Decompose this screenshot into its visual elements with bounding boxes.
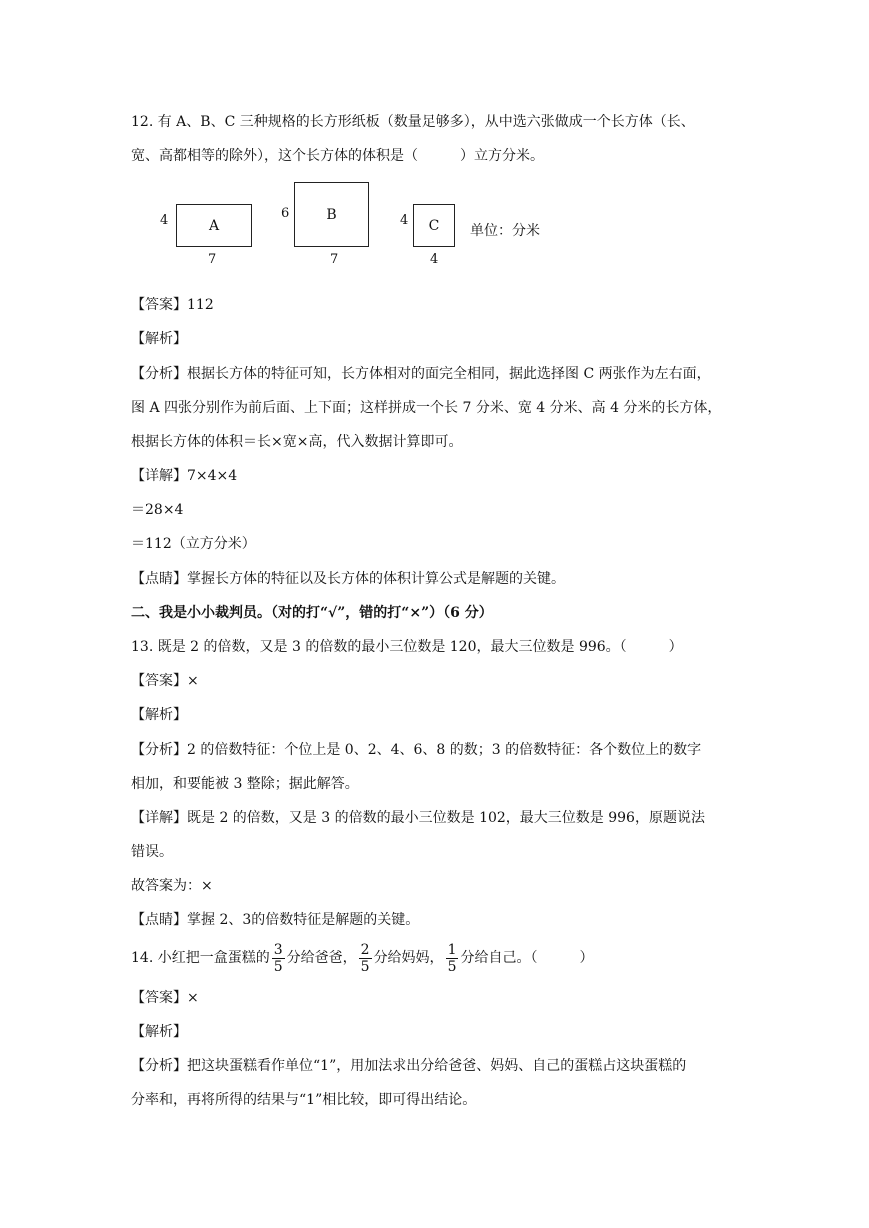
q13-fenxi-1: 【分析】2 的倍数特征：个位上是 0、2、4、6、8 的数；3 的倍数特征：各个数位上的数字 — [131, 742, 702, 758]
box-b — [294, 182, 369, 247]
q12-figure — [160, 178, 580, 274]
q12-fenxi-2: 图 A 四张分别作为前后面、上下面；这样拼成一个长 7 分米、宽 4 分米、高 4 分米的长方体， — [131, 400, 722, 416]
box-c — [413, 204, 455, 247]
q13-question: 13. 既是 2 的倍数，又是 3 的倍数的最小三位数是 120，最大三位数是 996。（ ） — [131, 639, 683, 655]
q13-guda: 故答案为：× — [131, 878, 213, 894]
fraction-three-fifths — [272, 942, 285, 975]
fraction-1-numerator: 3 — [273, 941, 283, 958]
q13-fenxi-2: 相加，和要能被 3 整除；据此解答。 — [131, 776, 359, 792]
box-c-height: 4 — [400, 213, 409, 228]
q12-xiangjie-3: ＝112（立方分米） — [131, 536, 256, 552]
fraction-one-fifth — [446, 942, 459, 975]
box-a-label: A — [208, 217, 220, 234]
box-b-label: B — [326, 206, 337, 223]
q14-answer: 【答案】× — [131, 990, 199, 1006]
fraction-2-denominator: 5 — [360, 958, 370, 975]
box-a-width: 7 — [208, 252, 217, 267]
section-heading: 二、我是小小裁判员。（对的打“√”，错的打“×”）（6 分） — [131, 605, 493, 621]
box-c-label: C — [428, 217, 440, 234]
q14-fenxi-2: 分率和，再将所得的结果与“1”相比较，即可得出结论。 — [131, 1092, 477, 1108]
fraction-1-denominator: 5 — [273, 958, 283, 975]
unit-label: 单位：分米 — [470, 223, 540, 239]
q12-line2: 宽、高都相等的除外），这个长方体的体积是（ ）立方分米。 — [131, 148, 544, 164]
box-a — [176, 204, 252, 247]
q12-fenxi-1: 【分析】根据长方体的特征可知，长方体相对的面完全相同，据此选择图 C 两张作为左右面， — [131, 366, 711, 382]
box-a-height: 4 — [160, 213, 169, 228]
box-b-width: 7 — [330, 252, 339, 267]
q13-dianjing: 【点睛】掌握 2、3的倍数特征是解题的关键。 — [131, 912, 420, 928]
fraction-two-fifths — [359, 942, 372, 975]
q13-xiangjie-2: 错误。 — [131, 844, 173, 860]
q13-jiexi: 【解析】 — [131, 707, 187, 723]
q14-part1: 分给爸爸， — [286, 950, 357, 966]
q14-part3: 分给自己。（ ） — [460, 950, 594, 966]
q14-prefix: 14. 小红把一盒蛋糕的 — [131, 950, 270, 966]
fraction-3-numerator: 1 — [447, 941, 457, 958]
q13-answer: 【答案】× — [131, 673, 199, 689]
q12-xiangjie-2: ＝28×4 — [131, 502, 184, 518]
q14-question — [131, 940, 741, 976]
q13-xiangjie-1: 【详解】既是 2 的倍数，又是 3 的倍数的最小三位数是 102，最大三位数是 996，原题说法 — [131, 810, 705, 826]
fraction-2-numerator: 2 — [360, 941, 370, 958]
q12-fenxi-3: 根据长方体的体积＝长×宽×高，代入数据计算即可。 — [131, 434, 463, 450]
q12-dianjing: 【点睛】掌握长方体的特征以及长方体的体积计算公式是解题的关键。 — [131, 571, 565, 587]
q14-fenxi-1: 【分析】把这块蛋糕看作单位“1”，用加法求出分给爸爸、妈妈、自己的蛋糕占这块蛋糕的 — [131, 1058, 687, 1074]
q12-xiangjie-1: 【详解】7×4×4 — [131, 468, 238, 484]
q12-answer: 【答案】112 — [131, 297, 214, 313]
q14-jiexi: 【解析】 — [131, 1024, 187, 1040]
q14-part2: 分给妈妈， — [373, 950, 444, 966]
fraction-3-denominator: 5 — [447, 958, 457, 975]
box-b-height: 6 — [281, 206, 290, 221]
q12-line1: 12. 有 A、B、C 三种规格的长方形纸板（数量足够多），从中选六张做成一个长方体（长、 — [131, 114, 695, 130]
box-c-width: 4 — [430, 252, 439, 267]
q12-jiexi: 【解析】 — [131, 331, 187, 347]
